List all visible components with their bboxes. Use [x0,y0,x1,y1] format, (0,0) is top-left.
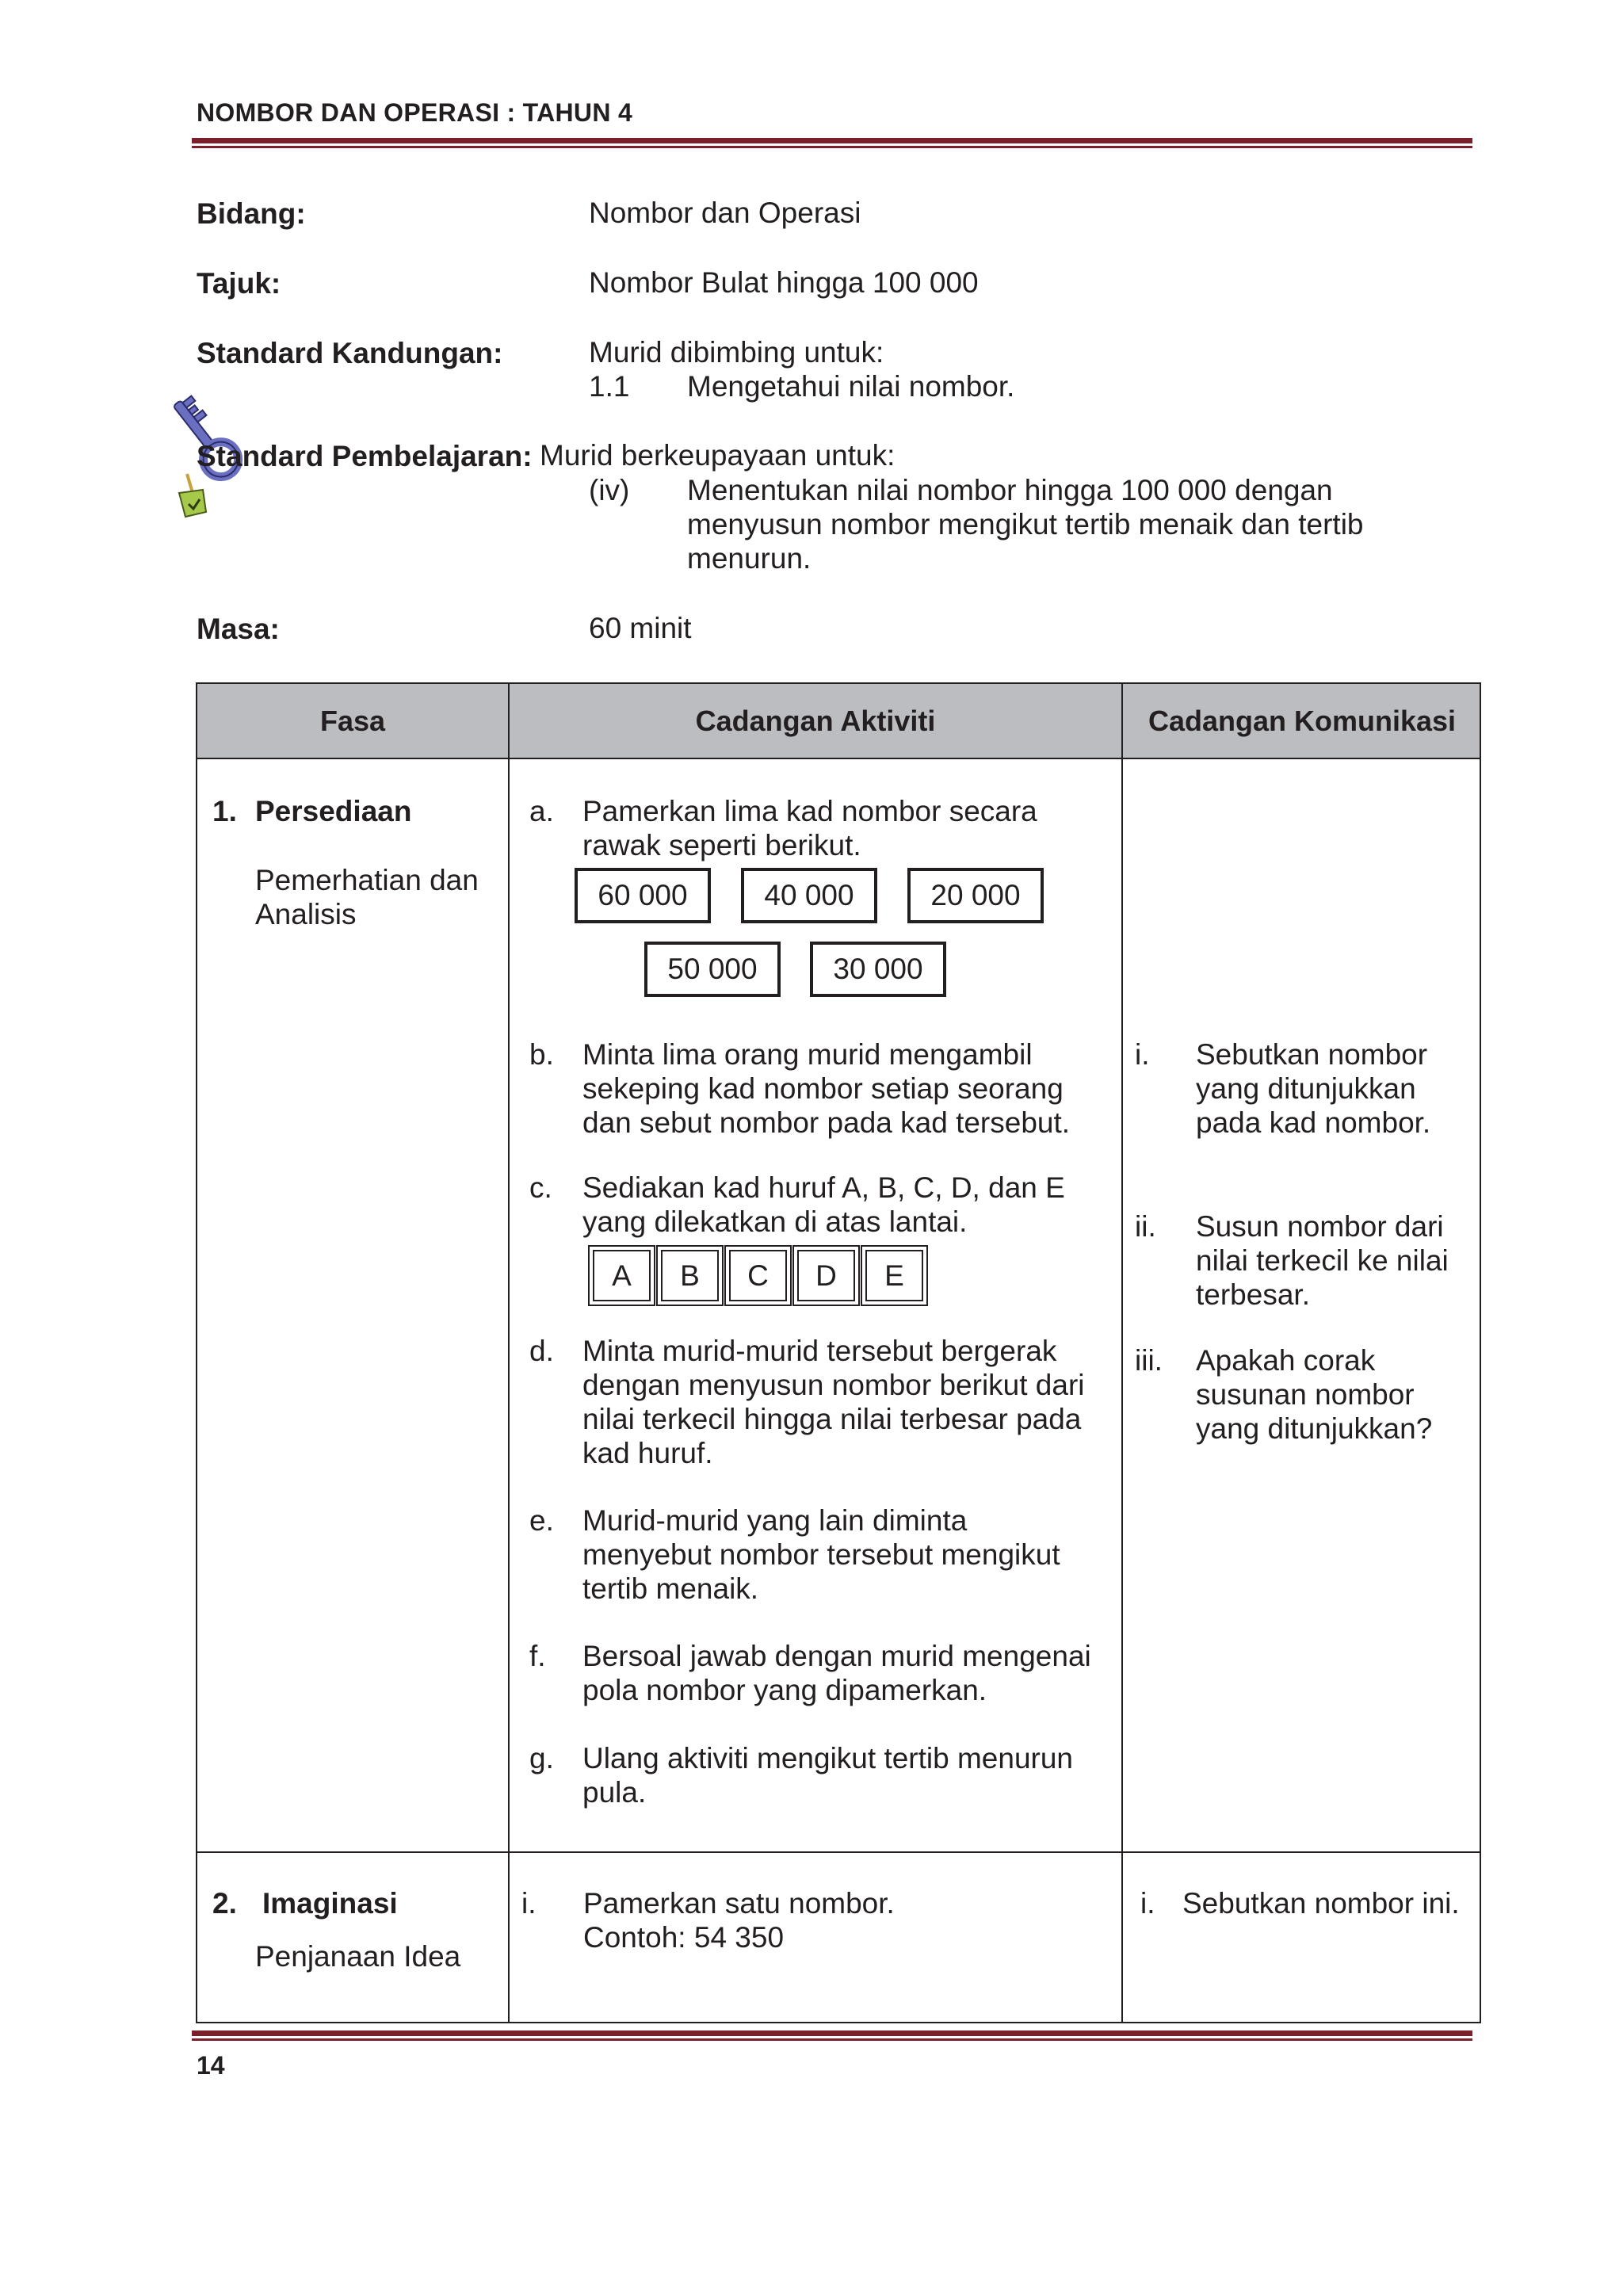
komunikasi-iii-line-1: Apakah corak [1196,1344,1376,1377]
letter-card: A [593,1250,651,1301]
activity-e-marker: e. [529,1504,554,1537]
activity-g-line-1: Ulang aktiviti mengikut tertib menurun [582,1742,1074,1775]
activity-c-marker: c. [529,1171,552,1204]
fasa-1-subtitle-line-2: Analisis [255,898,357,930]
footer-rule [192,2030,1472,2041]
tajuk-label: Tajuk: [197,267,281,300]
standard-pembelajaran-intro: Murid berkeupayaan untuk: [540,439,896,472]
komunikasi-iii-text [1196,1343,1432,1446]
fasa-1-title: Persediaan [255,795,412,827]
activity-g-line-2: pula. [582,1776,647,1809]
number-card: 60 000 [575,868,711,923]
activity-e-line-3: tertib menaik. [582,1572,759,1605]
komunikasi-i-marker: i. [1135,1038,1150,1071]
activity-f-marker: f. [529,1640,546,1672]
number-card: 20 000 [907,868,1044,923]
komunikasi-i-line-3: pada kad nombor. [1196,1106,1431,1139]
header-rule [192,138,1472,148]
document-header-title: NOMBOR DAN OPERASI : TAHUN 4 [197,98,633,127]
activity-d-line-1: Minta murid-murid tersebut bergerak [582,1335,1057,1367]
komunikasi-ii-line-3: terbesar. [1196,1278,1310,1311]
activity-c-text [582,1171,1065,1239]
activity-a-line-1: Pamerkan lima kad nombor secara [582,795,1037,827]
row2-activity-text [583,1886,895,1954]
activity-d-text [582,1334,1085,1470]
letter-card: C [729,1250,787,1301]
activity-f-text [582,1639,1091,1707]
activity-d-marker: d. [529,1335,554,1367]
activity-c-line-1: Sediakan kad huruf A, B, C, D, dan E [582,1171,1065,1204]
komunikasi-ii-line-1: Susun nombor dari [1196,1210,1444,1243]
activity-g-text [582,1741,1073,1809]
activity-e-text [582,1503,1060,1606]
komunikasi-iii-line-2: susunan nombor [1196,1378,1415,1411]
komunikasi-iii-line-3: yang ditunjukkan? [1196,1412,1433,1445]
standard-pembelajaran-number: (iv) [589,474,630,506]
activity-e-line-2: menyebut nombor tersebut mengikut [582,1538,1060,1571]
fasa-1-number: 1. [212,795,237,827]
activity-b-line-3: dan sebut nombor pada kad tersebut. [582,1106,1071,1139]
activity-b-marker: b. [529,1038,554,1071]
number-card: 50 000 [644,942,781,997]
activity-a-line-2: rawak seperti berikut. [582,829,861,861]
activity-b-text [582,1037,1070,1140]
header-cadangan-aktiviti: Cadangan Aktiviti [695,704,936,737]
standard-pembelajaran-line-1: Menentukan nilai nombor hingga 100 000 dengan [687,474,1333,506]
header-cadangan-komunikasi: Cadangan Komunikasi [1148,704,1457,737]
komunikasi-ii-marker: ii. [1135,1210,1156,1243]
activity-d-line-4: kad huruf. [582,1437,713,1469]
activity-a-marker: a. [529,795,554,827]
komunikasi-ii-text [1196,1209,1449,1312]
row2-activity-line-1: Pamerkan satu nombor. [583,1887,895,1920]
masa-label: Masa: [197,613,280,645]
masa-value: 60 minit [589,612,692,644]
standard-pembelajaran-line-3: menurun. [687,542,812,575]
standard-kandungan-label: Standard Kandungan: [197,337,503,369]
activity-a-text [582,794,1037,862]
komunikasi-i-line-2: yang ditunjukkan [1196,1072,1416,1105]
fasa-2-number: 2. [212,1887,237,1920]
standard-pembelajaran-label: Standard Pembelajaran: [197,440,533,472]
standard-kandungan-intro: Murid dibimbing untuk: [589,336,884,369]
row2-activity-marker: i. [521,1887,537,1920]
komunikasi-i-line-1: Sebutkan nombor [1196,1038,1428,1071]
number-card: 40 000 [741,868,877,923]
activity-e-line-1: Murid-murid yang lain diminta [582,1504,968,1537]
row2-activity-line-2: Contoh: 54 350 [583,1921,785,1954]
lesson-table [196,682,1481,2023]
activity-f-line-1: Bersoal jawab dengan murid mengenai [582,1640,1091,1672]
activity-g-marker: g. [529,1742,554,1775]
fasa-1-subtitle-line-1: Pemerhatian dan [255,864,479,896]
activity-c-line-2: yang dilekatkan di atas lantai. [582,1205,968,1238]
komunikasi-i-text [1196,1037,1430,1140]
letter-card: E [865,1250,923,1301]
header-fasa: Fasa [319,704,386,737]
standard-kandungan-number: 1.1 [589,370,630,403]
activity-f-line-2: pola nombor yang dipamerkan. [582,1674,987,1706]
row2-komunikasi-text: Sebutkan nombor ini. [1182,1887,1460,1920]
komunikasi-iii-marker: iii. [1135,1344,1163,1377]
fasa-1-subtitle [255,863,479,931]
standard-pembelajaran-text [687,473,1364,575]
letter-card: B [661,1250,719,1301]
komunikasi-ii-line-2: nilai terkecil ke nilai [1196,1244,1449,1277]
activity-d-line-2: dengan menyusun nombor berikut dari [582,1369,1085,1401]
page-number: 14 [197,2051,225,2080]
activity-b-line-1: Minta lima orang murid mengambil [582,1038,1033,1071]
row2-komunikasi-marker: i. [1140,1887,1155,1920]
bidang-value: Nombor dan Operasi [589,197,861,229]
tajuk-value: Nombor Bulat hingga 100 000 [589,266,979,299]
standard-pembelajaran-line-2: menyusun nombor mengikut tertib menaik dan tertib [687,508,1364,541]
activity-d-line-3: nilai terkecil hingga nilai terbesar pada [582,1403,1082,1435]
letter-card: D [797,1250,855,1301]
fasa-2-title: Imaginasi [262,1887,398,1920]
activity-b-line-2: sekeping kad nombor setiap seorang [582,1072,1064,1105]
column-divider [508,684,510,2022]
standard-kandungan-text: Mengetahui nilai nombor. [687,370,1015,403]
column-divider [1121,684,1123,2022]
bidang-label: Bidang: [197,197,306,230]
row-divider [197,1851,1480,1853]
number-card: 30 000 [810,942,946,997]
fasa-2-subtitle: Penjanaan Idea [255,1940,461,1973]
